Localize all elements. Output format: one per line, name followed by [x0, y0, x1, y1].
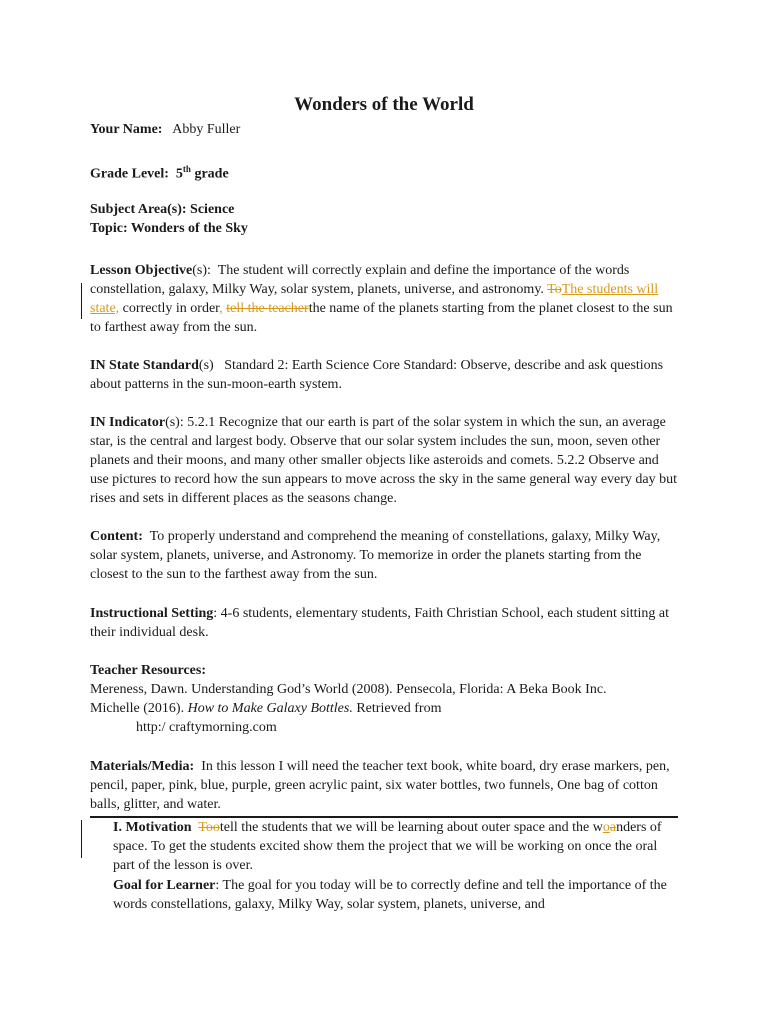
motivation-section	[113, 818, 679, 875]
objective-text-3: the name of the planets starting from the planet closest to the sun to farthest away from the sun.	[90, 301, 673, 335]
resource-line-2-suffix: Retrieved from	[356, 701, 442, 716]
objective-deletion-2: tell the teacher	[226, 301, 309, 316]
materials-label: Materials/Media:	[90, 759, 195, 774]
goal-section	[113, 876, 679, 914]
resource-line-2-italic: How to Make Galaxy Bottles.	[187, 701, 353, 716]
resources-label: Teacher Resources:	[90, 663, 206, 678]
revision-bar	[81, 820, 82, 858]
document-title: Wonders of the World	[294, 94, 474, 115]
resource-url: http:/ craftymorning.com	[136, 720, 277, 735]
resource-line-2-prefix: Michelle (2016).	[90, 701, 185, 716]
resource-line-2	[90, 699, 680, 718]
motivation-text-1: tell the students that we will be learning about outer space and the w	[219, 820, 603, 835]
setting-text: : 4-6 students, elementary students, Faith Christian School, each student sitting at their individual desk.	[90, 606, 670, 640]
standard-label-suffix: (s)	[198, 358, 214, 373]
topic: Topic: Wonders of the Sky	[90, 221, 248, 236]
grade-superscript: th	[182, 164, 191, 174]
grade-number: 5	[175, 166, 183, 182]
resource-line-1: Mereness, Dawn. Understanding God’s World (2008). Pensecola, Florida: A Beka Book Inc.	[90, 682, 607, 697]
teacher-resources	[90, 661, 680, 737]
objective-insertion-1: The students will state,	[90, 282, 659, 316]
indicator-text: 5.2.1 Recognize that our earth is part of the solar system in which the sun, an average star, is the central and largest body. Observe that our solar system includes the sun, moon, seven other planets and their moons, and many other smaller objects like asteroids and comets. 5.2.2 Observe and use pictures to record how the sun appears to move across the sky in the same general way every day but rises and sets in different places as the seasons change.	[90, 415, 678, 506]
motivation-label: I. Motivation	[113, 820, 192, 835]
name-line	[90, 120, 680, 139]
standard-label: IN State Standard	[90, 358, 199, 373]
materials-text: In this lesson I will need the teacher text book, white board, dry erase markers, pen, pencil, paper, pink, blue, purple, green acrylic paint, six water bottles, two funnels, One bag of cotton balls, glitter, and water.	[90, 759, 670, 812]
standard-text: Standard 2: Earth Science Core Standard: Observe, describe and ask questions about patterns in the sun-moon-earth system.	[90, 358, 664, 392]
motivation-deletion-2: a	[609, 820, 617, 835]
motivation-deletion-1: Too	[198, 820, 220, 835]
resource-url-line	[90, 718, 680, 737]
state-standard	[90, 356, 680, 394]
content-section	[90, 527, 680, 584]
motivation-text-2: nders of space. To get the students excited show them the project that we will be working on once the oral part of the lesson is over.	[113, 820, 662, 873]
indicator-label-suffix: (s):	[165, 415, 184, 430]
objective-insertion-2: ,	[219, 301, 223, 316]
objective-label-suffix: (s):	[192, 263, 211, 278]
objective-text-1: The student will correctly explain and define the importance of the words constellation, galaxy, Milky Way, solar system, planets, universe, and astronomy.	[90, 263, 630, 297]
indicator-label: IN Indicator	[90, 415, 166, 430]
objective-text-2: correctly in order	[122, 301, 220, 316]
grade-line	[90, 160, 680, 184]
subject-area: Subject Area(s): Science	[90, 202, 235, 217]
name-value: Abby Fuller	[172, 122, 241, 137]
indicator	[90, 413, 680, 508]
content-label: Content:	[90, 529, 143, 544]
grade-label: Grade Level:	[90, 166, 169, 182]
materials-media	[90, 757, 680, 814]
objective-deletion-1: To	[547, 282, 562, 297]
content-text: To properly understand and comprehend the meaning of constellations, galaxy, Milky Way, solar system, planets, universe, and Astronomy. To memorize in order the planets starting from the closest to the sun to the farthest away from the sun.	[90, 529, 661, 582]
goal-text: : The goal for you today will be to correctly define and tell the importance of the words constellations, galaxy, Milky Way, solar system, planets, universe, and	[113, 878, 667, 912]
motivation-insertion-1: o	[602, 820, 610, 835]
grade-word: grade	[194, 166, 229, 182]
lesson-objective	[90, 261, 680, 337]
objective-label: Lesson Objective	[90, 263, 193, 278]
revision-bar	[81, 283, 82, 319]
name-label: Your Name:	[90, 122, 163, 137]
setting-label: Instructional Setting	[90, 606, 214, 621]
goal-label: Goal for Learner	[113, 878, 216, 893]
instructional-setting	[90, 604, 680, 642]
